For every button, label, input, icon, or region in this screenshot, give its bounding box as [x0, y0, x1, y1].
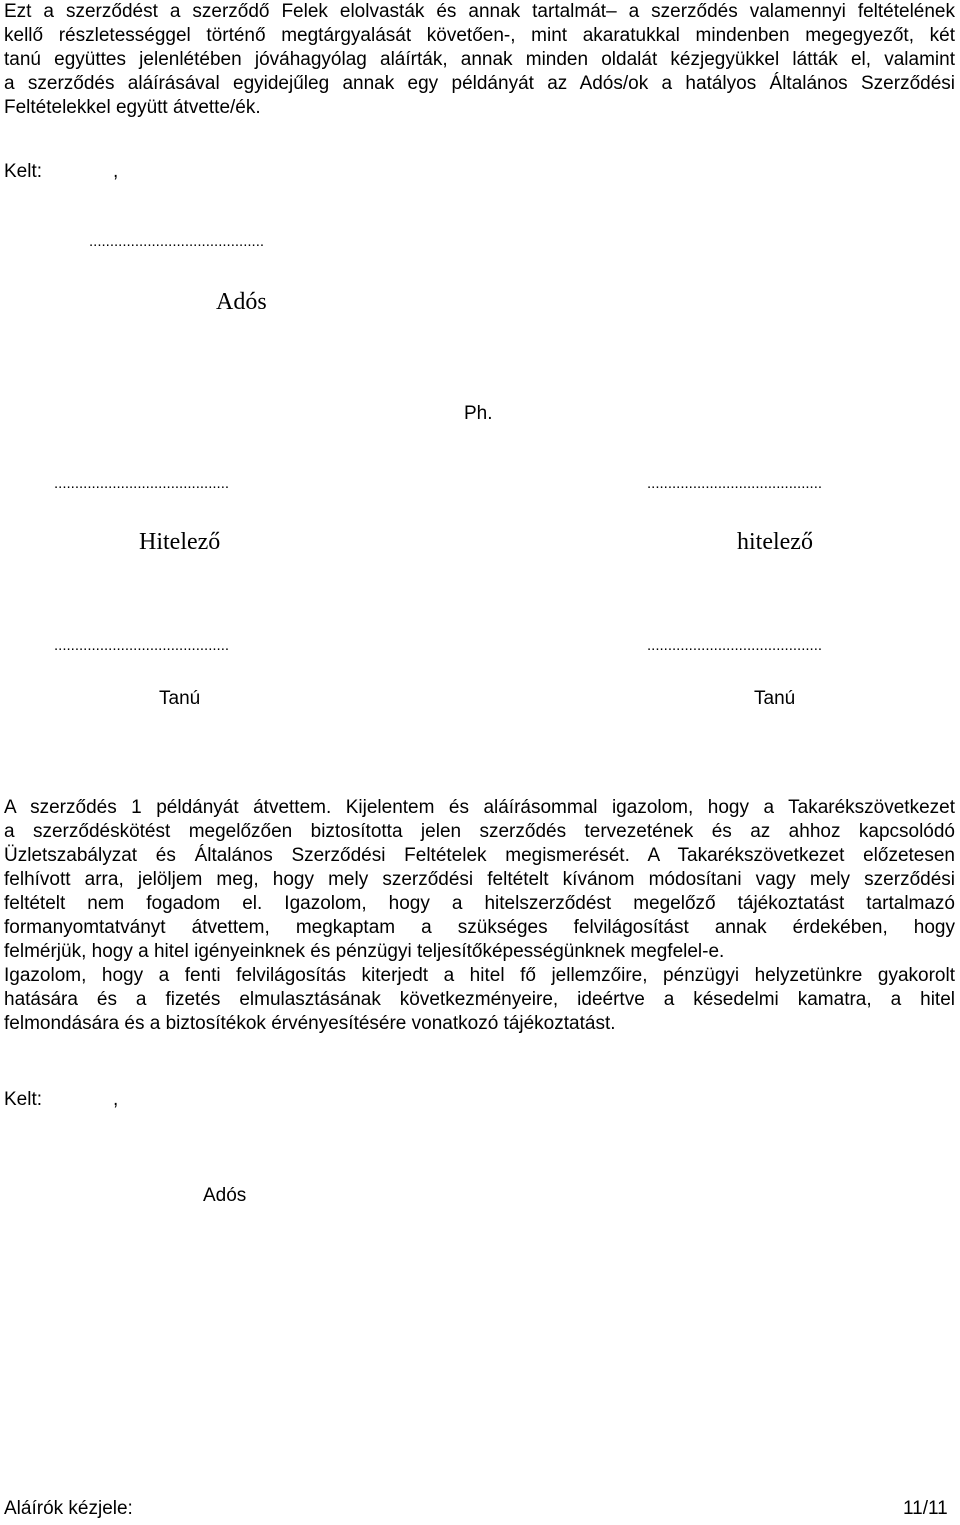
stamp-label: Ph.	[464, 403, 493, 424]
intro-line: Ezt a szerződést a szerződő Felek elolvasták és annak tartalmát– a szerződés valamennyi feltételének	[4, 1, 955, 22]
page-number: 11/11	[903, 1498, 948, 1519]
debtor-signature-label: Adós	[216, 289, 267, 315]
witness-signature-label-left: Tanú	[159, 688, 201, 709]
declaration-paragraph	[4, 796, 955, 964]
declaration-line: felmérjük, hogy a hitel igényeinknek és pénzügyi teljesítőképességünknek megfelel-e.	[4, 941, 725, 962]
declaration-line: felmondására és a biztosítékok érvényesítésére vonatkozó tájékoztatást.	[4, 1013, 616, 1034]
creditor-signature-label-right: hitelező	[737, 529, 813, 555]
declaration-line: A szerződés 1 példányát átvettem. Kijelentem és aláírásommal igazolom, hogy a Takarékszövetkezet	[4, 797, 955, 818]
creditor-signature-line-right: ..........................................	[647, 475, 823, 492]
declaration-line: hatására és a fizetés elmulasztásának következményeire, ideértve a késedelmi kamatra, a hitel	[4, 989, 955, 1010]
intro-line: a szerződés aláírásával egyidejűleg annak egy példányát az Adós/ok a hatályos Általános Szerződési	[4, 73, 955, 94]
witness-signature-label-right: Tanú	[754, 688, 796, 709]
intro-line: kellő részletességgel történő megtárgyalását követően-, mint akaratukkal mindenben megegyezőt, két	[4, 25, 955, 46]
intro-paragraph	[4, 0, 955, 120]
debtor-signature-line: ..........................................	[89, 233, 265, 250]
kelt-comma: ,	[113, 161, 119, 182]
intro-line: tanú együttes jelenlétében jóváhagyólag aláírták, annak minden oldalát kézjegyükkel látták el, valamint	[4, 49, 955, 70]
declaration-line: felhívott arra, jelöljem meg, hogy mely szerződési feltételt kívánom módosítani vagy mely szerződési	[4, 869, 955, 890]
declaration-line: formanyomtatványt átvettem, megkaptam a szükséges felvilágosítást annak érdekében, hogy	[4, 917, 955, 938]
signers-initials-label: Aláírók kézjele:	[4, 1498, 133, 1519]
witness-signature-line-left: ..........................................	[54, 637, 230, 654]
kelt-label: Kelt:	[4, 161, 43, 182]
declaration-line: feltételt nem fogadom el. Igazolom, hogy a hitelszerződést megelőző tájékoztatást tartalmazó	[4, 893, 955, 914]
declaration-line: Igazolom, hogy a fenti felvilágosítás kiterjedt a hitel fő jellemzőire, pénzügyi helyzetünkre gyakorolt	[4, 965, 955, 986]
declaration-line: a szerződéskötést megelőzően biztosította jelen szerződés tervezetének és az ahhoz kapcsolódó	[4, 821, 955, 842]
debtor-label-2: Adós	[203, 1185, 247, 1206]
kelt-comma-2: ,	[113, 1089, 119, 1110]
creditor-signature-label-left: Hitelező	[139, 529, 221, 555]
creditor-signature-line-left: ..........................................	[54, 475, 230, 492]
intro-line: Feltételekkel együtt átvette/ék.	[4, 97, 261, 118]
declaration-paragraph-2	[4, 964, 955, 1036]
witness-signature-line-right: ..........................................	[647, 637, 823, 654]
kelt-label-2: Kelt:	[4, 1089, 43, 1110]
declaration-line: Üzletszabályzat és Általános Szerződési Feltételek megismerését. A Takarékszövetkezet előzetesen	[4, 845, 955, 866]
